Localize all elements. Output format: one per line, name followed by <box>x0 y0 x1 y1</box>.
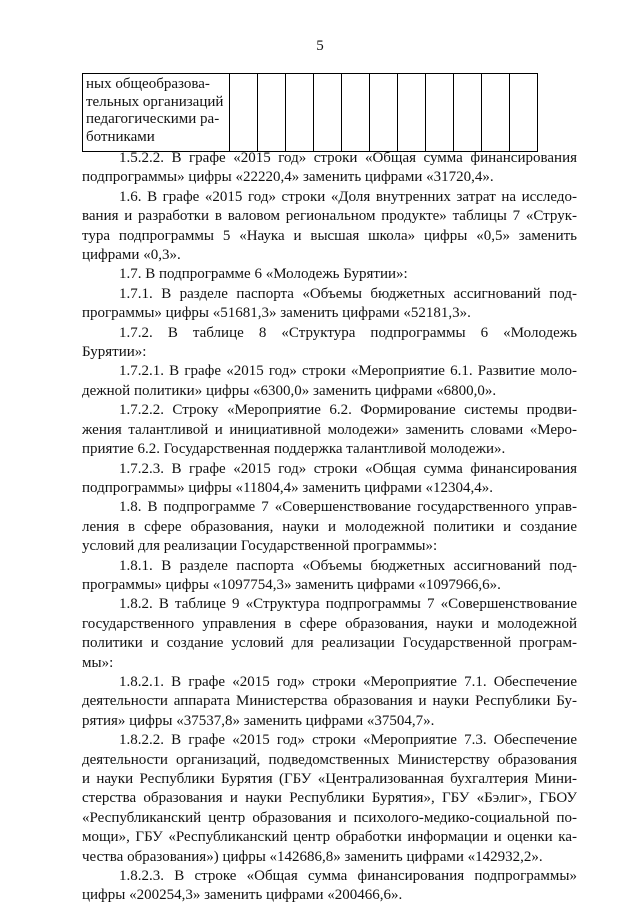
paragraph-line: приятие 6.2. Государственная поддержка талантливой молодежи». <box>82 441 506 458</box>
paragraph-line: государственного управления в сфере образования, науки и молодежной <box>82 615 577 632</box>
paragraph-line: программы» цифры «1097754,3» заменить цифрами «1097966,6». <box>82 576 501 593</box>
paragraph-line: 1.8.2. В таблице 9 «Структура подпрограммы 7 «Совершенствование <box>119 596 577 613</box>
table-fragment <box>82 73 538 152</box>
paragraph-line: условий для реализации Государственной программы»: <box>82 538 438 555</box>
paragraph-line: политики и создание условий для реализации Государственной програм- <box>82 635 577 652</box>
table-cell <box>258 74 286 152</box>
table-row <box>83 74 538 152</box>
table-cell <box>370 74 398 152</box>
paragraph-line: 1.6. В графе «2015 год» строки «Доля внутренних затрат на исследо- <box>119 188 577 205</box>
paragraph <box>82 731 577 867</box>
table-cell <box>230 74 258 152</box>
paragraph-line: 1.8.2.1. В графе «2015 год» строки «Мероприятие 7.1. Обеспечение <box>119 673 577 690</box>
paragraph-line: вания и разработки в валовом региональном продукте» таблицы 7 «Струк- <box>82 208 577 225</box>
paragraph-line: 1.7.2. В таблице 8 «Структура подпрограммы 6 «Молодежь <box>119 324 577 341</box>
table-cell <box>314 74 342 152</box>
page-number: 5 <box>316 38 324 54</box>
paragraph <box>82 149 577 188</box>
paragraph <box>82 188 577 266</box>
paragraph <box>82 460 577 499</box>
table-cell-line: ботниками <box>86 128 155 145</box>
table-cell <box>482 74 510 152</box>
paragraph-line: деятельности организаций, подведомственных Министерству образования <box>82 751 577 768</box>
table-cell <box>510 74 538 152</box>
paragraph-line: 1.7.2.3. В графе «2015 год» строки «Общая сумма финансирования <box>119 460 577 477</box>
paragraph <box>82 867 577 906</box>
paragraph-line: 1.8. В подпрограмме 7 «Совершенствование государственного управ- <box>119 499 577 516</box>
table-cell-line: ных общеобразова- <box>86 76 210 92</box>
table-cell-line: тельных организаций <box>86 93 224 110</box>
paragraph-line: подпрограммы» цифры «22220,4» заменить цифрами «31720,4». <box>82 169 494 186</box>
paragraph-line: 1.8.2.3. В строке «Общая сумма финансирования подпрограммы» <box>119 868 577 885</box>
paragraph-line: 1.8.2.2. В графе «2015 год» строки «Мероприятие 7.3. Обеспечение <box>119 732 577 749</box>
paragraph-line: 1.7.2.1. В графе «2015 год» строки «Мероприятие 6.1. Развитие моло- <box>119 363 577 380</box>
paragraph-line: мощи», ГБУ «Республиканский центр обработки информации и оценки ка- <box>82 829 577 846</box>
paragraph-line: 1.8.1. В разделе паспорта «Объемы бюджетных ассигнований под- <box>119 557 577 574</box>
paragraph <box>82 595 577 673</box>
paragraph-line: цифрами «0,3». <box>82 247 181 264</box>
table-cell <box>426 74 454 152</box>
paragraph <box>82 362 577 401</box>
paragraph-line: деятельности аппарата Министерства образования и науки Республики Бу- <box>82 693 577 710</box>
paragraph-line: 1.5.2.2. В графе «2015 год» строки «Общая сумма финансирования <box>119 150 577 166</box>
paragraph-line: мы»: <box>82 654 114 671</box>
paragraph-line: дежной политики» цифры «6300,0» заменить цифрами «6800,0». <box>82 382 497 399</box>
paragraph <box>82 498 577 556</box>
paragraph <box>82 285 577 324</box>
paragraph-line: подпрограммы» цифры «11804,4» заменить цифрами «12304,4». <box>82 479 494 496</box>
paragraph-line: рятия» цифры «37537,8» заменить цифрами «37504,7». <box>82 712 435 729</box>
paragraph-line: Бурятии»: <box>82 344 147 361</box>
paragraph-line: цифры «200254,3» заменить цифрами «200466,6». <box>82 887 403 904</box>
paragraph-line: «Республиканский центр образования и психолого-медико-социальной по- <box>82 809 577 826</box>
paragraph <box>82 673 577 731</box>
paragraph-line: 1.7.1. В разделе паспорта «Объемы бюджетных ассигнований под- <box>119 285 577 302</box>
paragraph <box>82 324 577 363</box>
table-cell <box>286 74 314 152</box>
paragraph-line: программы» цифры «51681,3» заменить цифрами «52181,3». <box>82 305 471 322</box>
paragraph-line: тура подпрограммы 5 «Наука и высшая школа» цифры «0,5» заменить <box>82 227 577 244</box>
paragraph-line: ления в сфере образования, науки и молодежной политики и создание <box>82 518 577 535</box>
paragraph-line: стерства образования и науки Республики Бурятия», ГБУ «Бэлиг», ГБОУ <box>82 790 577 807</box>
document-body <box>82 149 577 906</box>
table-cell-label <box>83 74 230 152</box>
paragraph-line: жения талантливой и инициативной молодежи» заменить словами «Меро- <box>82 421 577 438</box>
paragraph <box>82 401 577 459</box>
paragraph-line: 1.7.2.2. Строку «Мероприятие 6.2. Формирование системы продви- <box>119 402 577 419</box>
paragraph-line: 1.7. В подпрограмме 6 «Молодежь Бурятии»: <box>119 266 408 283</box>
paragraph-line: и науки Республики Бурятия (ГБУ «Централизованная бухгалтерия Мини- <box>82 771 577 787</box>
table-cell <box>398 74 426 152</box>
paragraph <box>82 265 577 284</box>
paragraph <box>82 557 577 596</box>
paragraph-line: чества образования») цифры «142686,8» заменить цифрами «142932,2». <box>82 848 543 865</box>
table-cell <box>342 74 370 152</box>
table-cell-line: педагогическими ра- <box>86 111 220 127</box>
table-cell <box>454 74 482 152</box>
